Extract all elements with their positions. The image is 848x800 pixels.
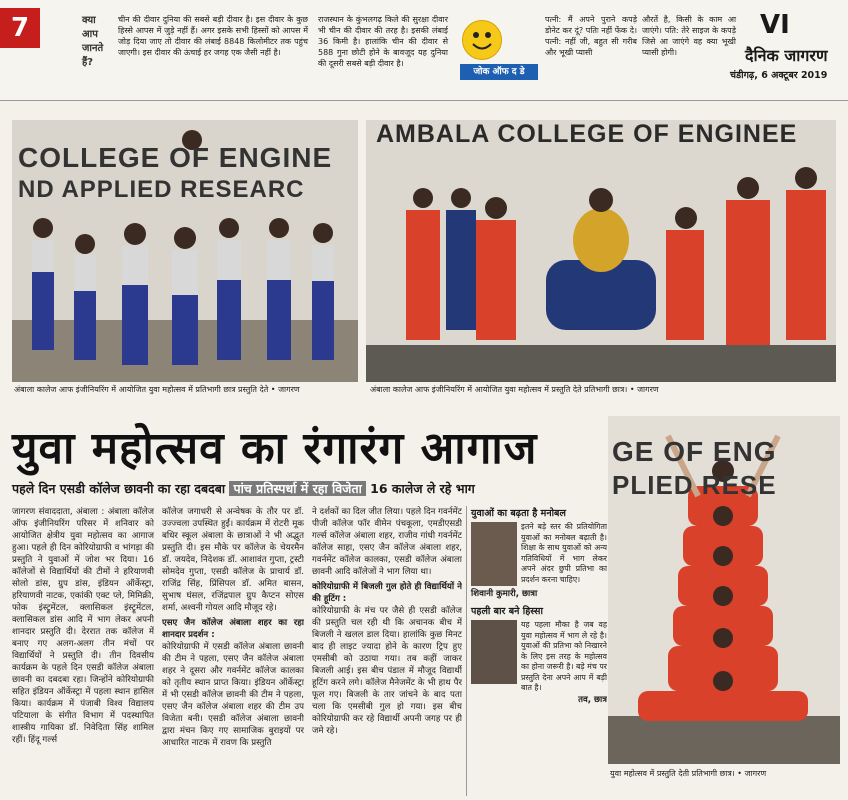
paper-name: दैनिक जागरण: [745, 46, 828, 65]
banner-text-5: PLIED RESE: [612, 470, 777, 500]
drama-scene-graphic: [366, 120, 836, 382]
box-text-2: यह पहला मौका है जब वह युवा महोत्सव में भाग ले रहे है। युवाओं की प्रतिभा को निखारने के लिए इस तरह के महोत्सव का होना जरूरी है। बड़े मंच पर प्रस्तुति देना अपने आप में बड़ी बात है।: [521, 620, 607, 692]
joke-text-1: पत्नी: मैं अपने पुराने कपड़े डोनेट कर दूं? पतिः नहीं फेंक दे। पत्नी: नहीं जी, बहुत सी गरीब और भूखी प्यासी: [545, 15, 637, 57]
student-photo-2: [471, 620, 517, 684]
student-photo-1: [471, 522, 517, 586]
pyramid-scene-graphic: [608, 416, 840, 764]
quote-box: [466, 506, 607, 796]
col3-text-b: कोरियोग्राफी के मंच पर जैसे ही एसडी कॉलेज की प्रस्तुति चल रही थी कि अचानक बीच में बिजली ने खलल डाल दिया। हालांकि कुछ मिनट बाद ही लाइट ज्यादा होने के कारण ट्रिप हुए एमसीबी को उठाया गया। तब कहीं जाकर बिजली आई। इस बीच पंडाल में मौजूद विद्यार्थी हूटिंग करने लगे। कॉलेज मैनेजमेंट के भी हाथ पैर फूल गए। बिजली के तार जांचने के बाद पता चला कि एमसीबी गुल हो गया। इस बीच कोरियोग्राफी कर रहे विद्यार्थी अपनी जगह पर ही जमे रहे।: [312, 606, 462, 736]
article-column-1: जागरण संवाददाता, अंबाला : अंबाला कॉलेज ऑफ इंजीनियरिंग परिसर में शनिवार को आयोजित क्षेत्रीय युवा महोत्सव का आगाज हुआ। पहले ही दिन कोरियोग्राफी व भांगड़ा की प्रस्तुति ने युवाओं में जोश भर दिया। 16 कॉलेजों से विद्यार्थियों की टीमों ने हरियाणवी सोलो डांस, ग्रुप डांस, इंडियन ऑर्केस्ट्रा, हरियाणवी नाटक, एकांकी एक्ट प्ले, मिमिक्री, फोक इंस्ट्रूमेंटल, क्लासिकल इंस्ट्रूमेंटल, क्लासिकल डांस आदि में भाग लेकर अपनी शानदार प्रस्तुति दी। देररात तक कॉलेज में बनाए गए अलग-अलग तीन मंचों पर विद्यार्थियों ने प्रस्तुति दी। तीन दिवसीय कार्यक्रम के पहले दिन एसडी कॉलेज अंबाला छावनी का दबदबा रहा। जिन्होंने कोरियोग्राफी सहित इंडियन ऑर्केस्ट्रा में पहला स्थान हासिल किया। कार्यक्रम में पंजाबी विश्व विद्यालय पटियाला के संगीत विभाग में पदस्थापित शास्त्रीय गायिका डॉ. निवेदिता सिंह शामिल रहीं। हिंदू गर्ल्स: [12, 507, 154, 745]
section-label: VI: [760, 10, 790, 40]
box-name-1: शिवानी कुमारी, छात्रा: [471, 589, 538, 599]
photo-3-caption: युवा महोत्सव में प्रस्तुति देती प्रतिभागी छात्र। • जागरण: [610, 769, 767, 778]
smiley-face-icon: [463, 21, 501, 59]
dance-photo-3: [608, 416, 840, 764]
box-title-2: पहली बार बने हिस्सा: [471, 606, 543, 617]
box-text-1: इतने बड़े स्तर की प्रतियोगिता युवाओं का मनोबल बढ़ाती है। शिक्षा के साथ युवाओं को अन्य गतिविधियों में भाग लेकर अपने अंदर छुपी प्रतिभा का प्रदर्शन करना चाहिए।: [521, 522, 607, 584]
banner-text-4: GE OF ENG: [612, 436, 777, 467]
dance-photo-1: [12, 120, 358, 382]
joke-smiley-icon: [462, 20, 502, 60]
article-column-2: [162, 506, 304, 800]
article-column-3: [312, 506, 462, 800]
col2-subhead: एसए जैन कॉलेज अंबाला शहर का रहा शानदार प्रदर्शन :: [162, 618, 304, 640]
photo-2-caption: अंबाला कालेज आफ इंजीनियरिंग में आयोजित युवा महोत्सव में प्रस्तुति देते प्रतिभागी छात्र। • जागरण: [370, 385, 659, 394]
subhead-left: पहले दिन एसडी कॉलेज छावनी का रहा दबदबा: [12, 481, 226, 496]
main-headline: युवा महोत्सव का रंगारंग आगाज: [12, 423, 538, 474]
did-you-know-label: क्या आप जानते हैं?: [82, 15, 104, 68]
box-title-1: युवाओं का बढ़ता है मनोबल: [471, 508, 566, 519]
photo-1-caption: अंबाला कालेज आफ इंजीनियरिंग में आयोजित युवा महोत्सव में प्रतिभागी छात्र प्रस्तुति देते • जागरण: [14, 385, 300, 394]
subheadline: [12, 480, 612, 497]
page-number: 7: [0, 8, 40, 48]
fact2-text: राजस्थान के कुंभलगढ़ किले की सुरक्षा दीवार भी चीन की दीवार की तरह है। इसकी लंबाई 36 किमी है। हालांकि चीन की दीवार से 588 गुना छोटी होने के बावजूद यह दुनिया की दूसरी सबसे बड़ी दीवार है।: [318, 15, 448, 68]
box-name-2: तव, छात्र: [578, 694, 607, 705]
col3-text: ने दर्शकों का दिल जीत लिया। पहले दिन गवर्नमेंट पीजी कॉलेज फॉर वीमेन पंचकूला, एमडीएसडी गर्ल्स कॉलेज अंबाला शहर, राजीव गांधी गवर्नमेंट कॉलेज साहा, एसए जैन कॉलेज अंबाला शहर, गवर्नमेंट कॉलेज कालका, एसडी कॉलेज अंबाला छावनी आदि कॉलेजों ने भाग लिया था।: [312, 507, 462, 577]
dance-photo-2: [366, 120, 836, 382]
banner-text-2: ND APPLIED RESEARC: [18, 176, 305, 203]
joke-of-day-badge: जोक ऑफ द डे: [460, 64, 538, 80]
col2-text: कॉलेज जगाधरी से अन्वेषक के तौर पर डॉ. उज्ज्वला उपस्थित हुईं। कार्यक्रम में रोटरी मूक बधिर स्कूल अंबाला के छात्राओं ने भी अद्भुत प्रस्तुति दी। इस मौके पर कॉलेज के चेयरमैन डॉ. जयदेव, निदेशक डॉ. आशावंत गुप्ता, ट्रस्टी सोमदेव गुप्ता, एसडी कॉलेज के प्राचार्य डॉ. राजिंद्र सिंह, प्रिंसिपल डॉ. अमित बासन, सुभाष घंसल, रजिंद्रपाल ग्रुप कैप्टन सोएस शर्मा, अश्वनी गोयल आदि मौजूद रहे।: [162, 507, 304, 613]
col2-text-b: कोरियोग्राफी में एसडी कॉलेज अंबाला छावनी की टीम ने पहला, एसए जैन कॉलेज अंबाला शहर ने दूसरा और गवर्नमेंट कॉलेज कालका को तृतीय स्थान प्राप्त किया। इंडियन ऑर्केस्ट्रा में भी एसडी कॉलेज छावनी की टीम ने पहला, एसए जैन कॉलेज अंबाला शहर की टीम उप विजेता बनी। एसडी कॉलेज अंबाला छावनी द्वारा मंचन किए गए सामाजिक बुराइयों पर आधारित नाटक में रावण कि प्रस्तुति: [162, 642, 304, 748]
banner-text-3: AMBALA COLLEGE OF ENGINEE: [376, 120, 798, 148]
dateline: चंडीगढ़, 6 अक्टूबर 2019: [730, 70, 828, 81]
subhead-highlight: पांच प्रतिस्पर्धा में रहा विजेता: [229, 481, 365, 496]
col3-subhead: कोरियोग्राफी में बिजली गुल होते ही विद्यार्थियों ने की हूटिंग :: [312, 582, 462, 604]
fact-text: चीन की दीवार दुनिया की सबसे बड़ी दीवार है। इस दीवार के कुछ हिस्से आपस में जुड़े नहीं हैं। अगर इसके सभी हिस्सों को आपस में जोड़ दिया जाए तो दीवार की लंबाई 8848 किलोमीटर तक पहुंच जाएगी। इस दीवार की ऊंचाई हर जगह एक जैसी नहीं है।: [118, 15, 308, 57]
joke-text-2: औरतें है, किसी के काम आ जाएंगे। पति: तेरे साइज के कपड़े जिसे आ जाएंगे वह क्या भूखी प्यासी होगी।: [642, 15, 736, 57]
banner-text-1: COLLEGE OF ENGINE: [18, 142, 333, 173]
subhead-right: 16 कालेज ले रहे भाग: [370, 481, 475, 496]
